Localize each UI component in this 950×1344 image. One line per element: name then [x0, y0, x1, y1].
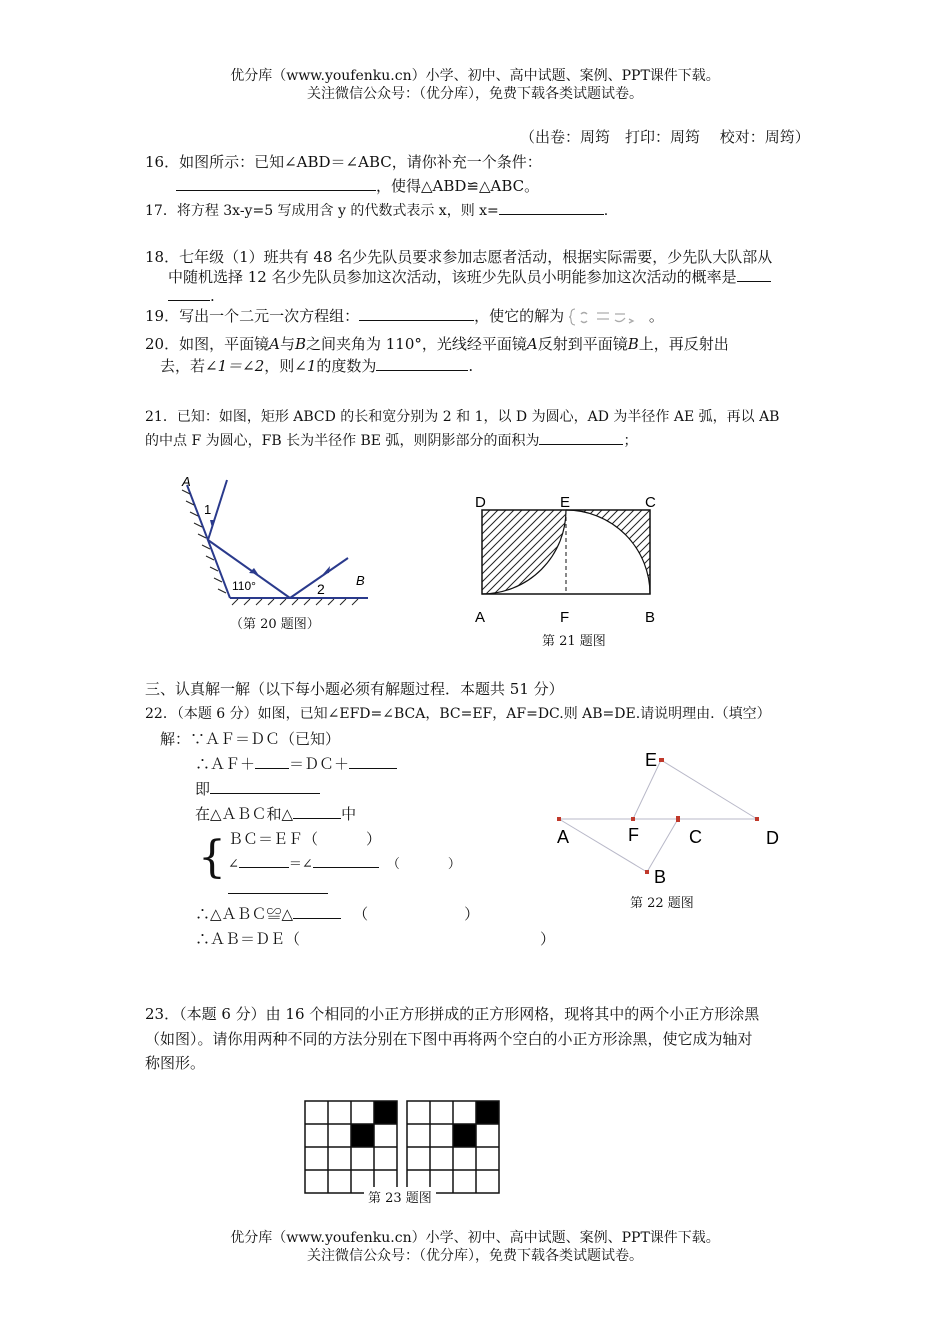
q16-answer-blank[interactable] [176, 176, 376, 191]
fig20-label-a: A [182, 474, 191, 489]
q20-end: . [468, 357, 474, 375]
q22-blank-3[interactable] [210, 779, 320, 794]
q22-line1: 解：∵ＡＦ＝ＤＣ（已知） [160, 730, 341, 748]
q22-l9b: ） [540, 930, 556, 948]
fig20-angle: 110° [232, 579, 256, 593]
q22-l2b: ＝ＤＣ＋ [289, 755, 350, 773]
q17 [145, 200, 608, 222]
fig22-label-e: E [645, 750, 658, 770]
q22-line4 [195, 803, 356, 825]
q18-answer-blank-b[interactable] [168, 286, 210, 301]
q21-text2: 的中点 F 为圆心，FB 长为半径作 BE 弧，则阴影部分的面积为 [145, 433, 540, 449]
q17-answer-blank[interactable] [499, 200, 604, 215]
q19 [145, 305, 664, 328]
q23-line2: （如图）。请你用两种不同的方法分别在下图中再将两个空白的小正方形涂黑，使它成为轴对 [145, 1030, 753, 1048]
fig21-caption: 第 21 题图 [542, 634, 606, 649]
q18-answer-blank-a[interactable] [737, 267, 771, 282]
q22-blank-1[interactable] [255, 754, 289, 769]
q22-line7 [228, 878, 328, 900]
q19-text: 19．写出一个二元一次方程组： [145, 307, 360, 325]
q20-line1 [145, 333, 729, 355]
q23-line1: 23．（本题 6 分）由 16 个相同的小正方形拼成的正方形网格，现将其中的两个小正方形涂黑 [145, 1005, 760, 1023]
q22-l4b: 中 [341, 805, 357, 823]
q22-line8 [195, 903, 479, 925]
grid-left[interactable] [305, 1101, 397, 1193]
q16-suffix: ，使得△ABD≌△ABC。 [376, 177, 540, 195]
q22-l6c: （ [386, 857, 400, 872]
q18-end: . [210, 287, 215, 305]
q20-B2: B [627, 335, 639, 353]
q19-answer-blank[interactable] [359, 306, 474, 321]
fig22-label-c: C [689, 827, 702, 847]
fig22-label-b: B [654, 867, 667, 887]
q22-l2a: ∴ＡＦ＋ [195, 755, 256, 773]
q23-line3: 称图形。 [145, 1054, 206, 1072]
q22-blank-8[interactable] [293, 904, 341, 919]
q16-line2 [176, 175, 539, 197]
q19-solution-system-icon [569, 306, 649, 328]
q20-A: A [269, 335, 280, 353]
q17-end: . [603, 203, 609, 219]
figure-21 [470, 490, 670, 630]
q22-line3 [195, 778, 320, 800]
q20-t1: 20．如图，平面镜 [145, 335, 270, 353]
fig20-label-b: B [356, 573, 365, 588]
q22-l6a: ∠ [228, 857, 239, 872]
header-line-2: 关注微信公众号：（优分库），免费下载各类试题试卷。 [307, 86, 643, 102]
footer-line-2: 关注微信公众号：（优分库），免费下载各类试题试卷。 [307, 1248, 643, 1264]
q22-l4a: 在△ＡＢＣ和△ [195, 805, 294, 823]
q22-brace: { [198, 832, 226, 883]
q18-line2 [168, 266, 771, 288]
q22-l6d: ） [447, 857, 461, 872]
q22-line2 [195, 753, 397, 775]
fig20-caption: （第 20 题图） [230, 617, 320, 632]
q21-line1: 21．已知：如图，矩形 ABCD 的长和宽分别为 2 和 1，以 D 为圆心，AD 为半径作 AE 弧，再以 AB [145, 409, 780, 425]
section-3-title: 三、认真解一解（以下每小题必须有解题过程．本题共 51 分） [145, 680, 564, 698]
figure-22 [548, 745, 798, 890]
q16-line1: 16．如图所示：已知∠ABD＝∠ABC，请你补充一个条件： [145, 153, 542, 171]
q22-title: 22．（本题 6 分）如图，已知∠EFD=∠BCA，BC=EF，AF=DC.则 AB=DE.请说明理由.（填空） [145, 706, 771, 722]
q20-angle1: ∠1 [294, 357, 317, 375]
fig20-label-1: 1 [204, 502, 212, 517]
q22-blank-4[interactable] [293, 804, 341, 819]
fig21-label-f: F [560, 609, 570, 626]
fig21-label-a: A [475, 609, 486, 626]
q22-line6 [228, 853, 461, 876]
q20-t5: 上，再反射出 [638, 335, 729, 353]
q22-line5 [228, 828, 381, 850]
fig21-label-e: E [560, 494, 571, 511]
fig20-label-2: 2 [317, 581, 325, 597]
q22-blank-5[interactable] [239, 853, 289, 868]
q22-l8c: ） [464, 905, 480, 923]
header-line-1: 优分库（www.youfenku.cn）小学、初中、高中试题、案例、PPT课件下载。 [230, 68, 720, 84]
grid-right[interactable] [407, 1101, 499, 1193]
fig22-label-a: A [557, 827, 570, 847]
fig22-caption: 第 22 题图 [630, 896, 694, 911]
fig23-caption: 第 23 题图 [364, 1187, 436, 1206]
q22-l5a: ＢＣ＝ＥＦ（ [228, 830, 319, 848]
q19-mid: ，使它的解为 [474, 307, 565, 325]
q19-end: 。 [648, 307, 664, 325]
q18-text2: 中随机选择 12 名少先队员参加这次活动，该班少先队员小明能参加这次活动的概率是 [168, 268, 737, 286]
q22-l8a: ∴△ＡＢＣ≌△ [195, 905, 294, 923]
fig21-label-b: B [645, 609, 656, 626]
q21-line2 [145, 430, 637, 452]
figure-23 [300, 1097, 505, 1197]
q18-line1: 18．七年级（1）班共有 48 名少先队员要求参加志愿者活动，根据实际需要，少先队大队部从 [145, 248, 773, 266]
q20-line2 [160, 355, 473, 377]
q20-A2: A [526, 335, 538, 353]
q20-t6: 去，若 [160, 357, 206, 375]
q20-t4: 反射到平面镜 [537, 335, 628, 353]
q22-blank-7[interactable] [228, 879, 328, 894]
fig21-label-d: D [475, 494, 486, 511]
q22-l8b: （ [353, 905, 369, 923]
q22-line9 [195, 928, 555, 950]
fig22-label-d: D [766, 828, 779, 848]
q20-t2: 与 [279, 335, 295, 353]
q22-l3: 即 [195, 780, 211, 798]
fig21-label-c: C [645, 494, 656, 511]
q21-answer-blank[interactable] [539, 430, 623, 445]
credits: （出卷：周筠 打印：周筠 校对：周筠） [520, 128, 810, 146]
q22-blank-6[interactable] [313, 853, 379, 868]
q17-text: 17．将方程 3x-y=5 写成用含 y 的代数式表示 x，则 x= [145, 203, 499, 219]
q21-end: ； [623, 433, 638, 449]
fig22-label-f: F [628, 825, 639, 845]
q20-t8: 的度数为 [316, 357, 377, 375]
footer-line-1: 优分库（www.youfenku.cn）小学、初中、高中试题、案例、PPT课件下载。 [230, 1230, 720, 1246]
q20-t7: ，则 [264, 357, 295, 375]
q22-l9a: ∴ＡＢ＝ＤＥ（ [195, 930, 301, 948]
q20-t3: 之间夹角为 110°，光线经平面镜 [305, 335, 527, 353]
q22-l5b: ） [366, 830, 382, 848]
q22-blank-2[interactable] [349, 754, 397, 769]
q22-l6b: ＝∠ [288, 857, 313, 872]
q18-line3 [168, 285, 215, 307]
q20-B: B [294, 335, 306, 353]
figure-20 [160, 470, 390, 610]
q20-answer-blank[interactable] [376, 356, 468, 371]
q20-angles: ∠1＝∠2 [205, 357, 265, 375]
